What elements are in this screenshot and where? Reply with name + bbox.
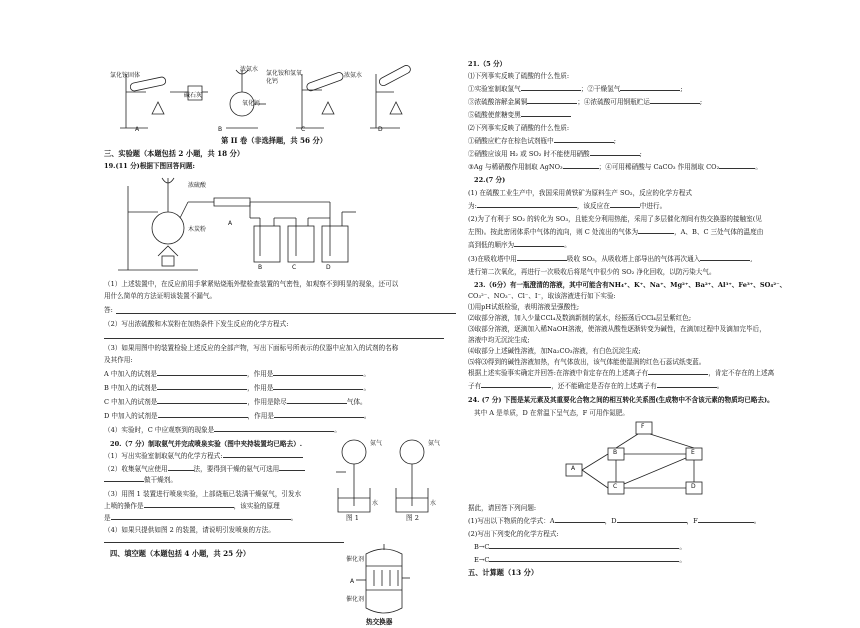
fig-note-5: 氯化铵和氢氧化钙 bbox=[266, 70, 303, 85]
q23-s4: ⑷取部分上述碱性溶液，加Na₂CO₃溶液，有白色沉淀生成; bbox=[468, 347, 641, 355]
fig-label-a: A bbox=[135, 126, 140, 133]
fig2-gas: 氨气 bbox=[428, 440, 441, 447]
q23-s1: ⑴用pH试纸检验，表明溶液呈强酸性; bbox=[468, 303, 580, 311]
q19-answer-label: 答: bbox=[104, 306, 113, 314]
node-f: F bbox=[641, 423, 645, 430]
q22-p3a: (3)在吸收塔中用 吸收 SO₃，从吸收塔上部导出的气体再次通入 , bbox=[468, 255, 753, 263]
fig-note-3: 浓氨水 bbox=[240, 66, 259, 73]
fig2-caption: 图 2 bbox=[406, 514, 419, 522]
node-e: E bbox=[691, 449, 695, 456]
q19-row-b: B 中加入的试剂是 ，作用是 。 bbox=[104, 384, 371, 392]
fig2-water: 水 bbox=[430, 500, 437, 507]
q19-p4: （4）实验时，C 中应观察到的现象是 。 bbox=[104, 426, 341, 434]
exchanger-label-a: A bbox=[350, 578, 355, 585]
q20-heading: 20.（7 分）制取氨气并完成喷泉实验（图中夹持装置均已略去）. bbox=[110, 440, 303, 448]
q23-s3b: 溶液中均无沉淀生成; bbox=[468, 336, 530, 344]
node-b: B bbox=[613, 449, 618, 456]
q23-c1: 根据上述实验事实确定并回答:在溶液中肯定存在的上述离子有 ，肯定不存在的上述离 bbox=[468, 369, 775, 377]
q23-s3a: ⑶取部分溶液，逐滴加入稀NaOH溶液，使溶液从酸性逐渐转变为碱性，在滴加过程中及滴加完毕后， bbox=[468, 325, 766, 333]
fig-note-6: 浓氨水 bbox=[344, 72, 363, 79]
fig-label-c: C bbox=[301, 126, 306, 133]
part2-title: 第 II 卷（非选择题，共 56 分） bbox=[221, 136, 327, 145]
q19-label-d: D bbox=[326, 264, 331, 271]
q19-label-b: B bbox=[258, 264, 263, 271]
q19-p2-line[interactable] bbox=[104, 338, 444, 339]
node-d: D bbox=[691, 483, 696, 490]
heat-exchanger-figure bbox=[356, 544, 412, 620]
fig-note-4: 氧化钙 bbox=[242, 100, 261, 107]
q24-p2: (2)写出下列变化的化学方程式: bbox=[468, 530, 559, 538]
fig1-gas: 氨气 bbox=[370, 440, 383, 447]
q19-row-d: D 中加入的试剂是 ，作用是 。 bbox=[104, 412, 371, 420]
q20-p2c: 做干燥剂。 bbox=[104, 476, 177, 484]
q22-p2d: 高到低的顺序为 。 bbox=[468, 241, 571, 249]
q19-apparatus bbox=[118, 172, 368, 272]
q19-p1b: 用什么简单的方法证明该装置不漏气。 bbox=[104, 292, 217, 300]
section-4-title: 四、填空题（本题包括 4 小题，共 25 分） bbox=[110, 549, 251, 558]
q21-heading: 21.（5 分） bbox=[468, 60, 507, 68]
fig-note-1: 氯化铵固体 bbox=[110, 72, 141, 79]
q24-p1: (1)写出以下物质的化学式：A ，D ，F 。 bbox=[468, 517, 761, 525]
exchanger-label-catalyst-2: 催化剂 bbox=[346, 596, 365, 603]
q22-p2b: 左图)。按此密闭体系中气体的流向，则 C 处流出的气体为 ，A、B、C 三处气体的温度由 bbox=[468, 228, 764, 236]
q19-note-carbon: 木炭粉 bbox=[188, 226, 207, 233]
q21-l7: ②硝酸应该用 H₂ 或 SO₂ 时不能使用硝酸 ; bbox=[468, 150, 642, 158]
q21-l6: ①硝酸应贮存在棕色试剂瓶中 ; bbox=[468, 137, 616, 145]
q20-p2: （2）收集氨气应使用 法，要得到干燥的氨气可选用 bbox=[104, 465, 305, 473]
q23-c2: 子有 ，还不能确定是否存在的上述离子有 。 bbox=[468, 382, 724, 390]
exchanger-label-catalyst-1: 催化剂 bbox=[346, 556, 365, 563]
fig-label-b: B bbox=[218, 126, 223, 133]
top-apparatus-figures bbox=[108, 52, 408, 136]
node-a: A bbox=[571, 465, 576, 472]
q24-e1: B→C 。 bbox=[474, 543, 687, 551]
exchanger-caption: 热交换器 bbox=[366, 618, 393, 626]
q23-s2: ⑵取部分溶液，加入少量CCl₄及数滴新制的氯水，经振荡后CCl₄层呈紫红色; bbox=[468, 314, 692, 322]
q19-row-a: A 中加入的试剂是 ，作用是 。 bbox=[104, 370, 370, 378]
q21-l8: ③Ag 与稀硝酸作用制取 AgNO₃ ；④可用稀硝酸与 CaCO₃ 作用制取 CO₂ 。 bbox=[468, 163, 762, 171]
q19-label-c: C bbox=[292, 264, 297, 271]
q21-l4: ⑤硫酸使蔗糖变黑 bbox=[468, 111, 571, 119]
q22-p1b: 为: ，该反应在 中进行。 bbox=[468, 202, 667, 210]
node-c: C bbox=[613, 483, 618, 490]
q20-p3d: 是 。 bbox=[104, 514, 298, 522]
q19-p1a: （1）上述装置中，在反应前用手掌紧贴烧瓶外壁检查装置的气密性，如观察不到明显的现象，还可以 bbox=[104, 280, 399, 288]
q19-note-acid: 浓硫酸 bbox=[188, 182, 207, 189]
q22-p1a: (1) 在硫酸工业生产中，我国采用黄铁矿为原料生产 SO₂，反应的化学方程式 bbox=[468, 189, 692, 197]
q21-l1: ⑴下列事实反映了硫酸的什么性质: bbox=[468, 72, 570, 80]
q19-p3a: （3）如果用图中的装置检验上述反应的全部产物，写出下面标号所表示的仪器中应加入的试剂的名称 bbox=[104, 344, 399, 352]
q23-heading: 23.（6分）有一瓶澄清的溶液，其中可能含有NH₄⁺、K⁺、Na⁺、Mg²⁺、Ba²⁺、Al³⁺、Fe³⁺、SO₄²⁻、 bbox=[474, 281, 787, 289]
q20-p4-line[interactable] bbox=[104, 542, 344, 543]
section-3-title: 三、实验题（本题包括 2 小题，共 18 分） bbox=[104, 149, 245, 158]
q22-p3c: 进行第二次氧化，再进行一次吸收后将尾气中很少的 SO₂ 净化回收，以防污染大气。 bbox=[468, 268, 716, 276]
q19-answer-line[interactable] bbox=[116, 313, 456, 314]
q20-p3a: （3）用图 1 装置进行喷泉实验，上部烧瓶已装满干燥氨气，引发水 bbox=[104, 490, 302, 498]
q19-row-c: C 中加入的试剂是 ，作用是除尽 气体。 bbox=[104, 398, 367, 406]
q22-heading: 22.(7 分) bbox=[474, 176, 506, 184]
q19-p3b: 及其作用: bbox=[104, 356, 133, 364]
q24-q: 据此，请回答下列问题: bbox=[468, 504, 537, 512]
fig1-caption: 图 1 bbox=[346, 514, 359, 522]
fig-label-d: D bbox=[378, 126, 383, 133]
q23-heading-2: CO₃²⁻、NO₃⁻、Cl⁻、I⁻，取该溶液进行如下实验: bbox=[468, 292, 616, 300]
q19-p2: （2）写出浓硫酸和木炭粉在加热条件下发生反应的化学方程式: bbox=[104, 320, 289, 328]
q24-relation-diagram bbox=[566, 420, 726, 498]
q24-sub: 其中 A 是单质，D 在常温下呈气态，F 可用作氮肥。 bbox=[474, 409, 629, 417]
q19-heading: 19.(11 分)根据下图回答问题: bbox=[104, 162, 195, 170]
q19-label-a: A bbox=[228, 220, 233, 227]
q21-l5: ⑵下列事实反映了硝酸的什么性质: bbox=[468, 124, 570, 132]
q22-p2a: (2)为了有利于 SO₂ 的转化为 SO₃，且能充分利用热能，采用了多层催化剂间有热交换器的接触室(见 bbox=[468, 215, 762, 223]
q23-s5: ⑸将⑶得到的碱性溶液加热，有气体放出，该气体能使湿润的红色石蕊试纸变蓝。 bbox=[468, 358, 706, 366]
fig1-water: 水 bbox=[372, 500, 379, 507]
fig-note-2: 碱石灰 bbox=[184, 92, 203, 99]
q20-p3b: 上喷的操作是 ，该实验的原理 bbox=[104, 502, 280, 510]
q24-heading: 24. (7 分) 下图是某元素及其重要化合物之间的相互转化关系图(生成物中不含该元素的物质均已略去)。 bbox=[468, 396, 774, 404]
q20-p4: （4）如果只提供如图 2 的装置，请说明引发喷泉的方法。 bbox=[104, 526, 275, 534]
q21-l2: ①实验室制取氢气 ；②干燥氢气 ; bbox=[468, 85, 683, 93]
q24-e2: E→C 。 bbox=[474, 556, 686, 564]
q21-l3: ③浓硫酸溶解金属铜 ；④浓硫酸可用钢瓶贮运 ; bbox=[468, 98, 703, 106]
section-5-title: 五、计算题（13 分） bbox=[468, 568, 539, 577]
q20-p1: （1）写出实验室制取氨气的化学方程式: bbox=[104, 452, 303, 460]
